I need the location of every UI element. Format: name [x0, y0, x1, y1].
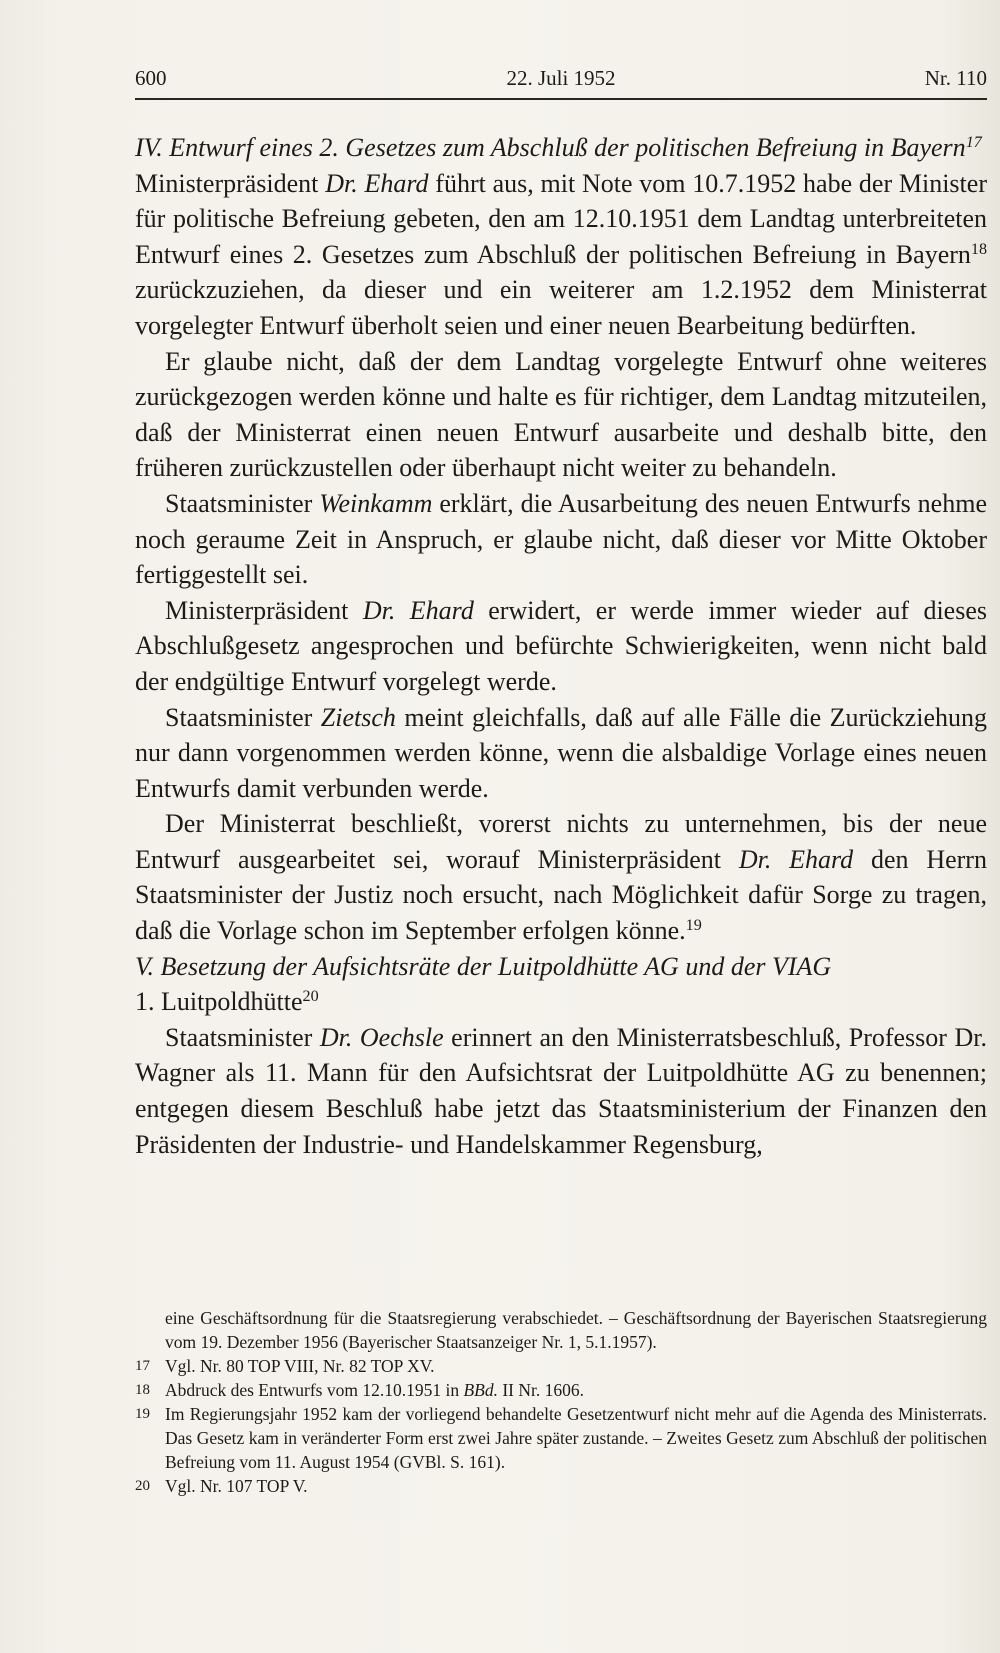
paragraph-resolution — [135, 806, 987, 948]
issue-number: Nr. 110 — [924, 66, 987, 90]
speaker-name: Weinkamm — [319, 488, 433, 518]
footnote-text: Abdruck des Entwurfs vom 12.10.1951 in — [165, 1380, 464, 1400]
paragraph-text: Ministerpräsident — [135, 168, 326, 198]
footnote-ref-19[interactable]: 19 — [685, 917, 702, 935]
footnote-ref-17[interactable]: 17 — [965, 134, 982, 152]
section-heading-iv-text: IV. Entwurf eines 2. Gesetzes zum Abschluß der politischen Befreiung in Bayern — [135, 133, 966, 162]
paragraph-text: Ministerpräsident — [165, 595, 363, 625]
subheading-text: 1. Luitpoldhütte — [135, 987, 303, 1017]
section-heading-v: V. Besetzung der Aufsichtsräte der Luitpoldhütte AG und der VIAG — [135, 951, 832, 981]
footnote-number: 19 — [135, 1406, 150, 1422]
paragraph-ehard-reply — [135, 593, 987, 700]
speaker-name: Dr. Ehard — [738, 844, 854, 874]
footnote-20 — [135, 1474, 987, 1498]
footnote-18 — [135, 1378, 987, 1402]
footnote-source-abbrev: BBd. — [463, 1380, 498, 1400]
paragraph-weinkamm — [135, 486, 987, 593]
paragraph-text: zurückzuziehen, da dieser und ein weiterer am 1.2.1952 dem Ministerrat vorgelegter Entwurf überholt seien und einer neuen Bearbeitung bedürften. — [135, 275, 987, 340]
paragraph-text: erwidert, er werde immer wieder auf dieses Abschlußgesetz angesprochen und befürchte Schwierigkeiten, wenn nicht bald der endgültige Entwurf vorgelegt werde. — [135, 595, 987, 696]
speaker-name: Dr. Ehard — [362, 595, 474, 625]
footnote-text: Im Regierungsjahr 1952 kam der vorliegend behandelte Gesetzentwurf nicht mehr auf die Agenda des Ministerrats. Das Gesetz kam in veränderter Form erst zwei Jahre später zustande. – Zweites Gesetz zum Abschluß der politischen Befreiung vom 11. August 1954 (GVBl. S. 161). — [165, 1404, 987, 1472]
paragraph-text: Staatsminister — [165, 702, 321, 732]
footnote-number: 18 — [135, 1382, 150, 1398]
footnote-ref-20[interactable]: 20 — [302, 988, 319, 1006]
subheading-luitpoldhuette — [135, 984, 987, 1020]
speaker-name: Dr. Oechsle — [319, 1022, 444, 1052]
paragraph-oechsle — [135, 1020, 987, 1162]
footnote-continued: eine Geschäftsordnung für die Staatsregierung verabschiedet. – Geschäftsordnung der Bayerischen Staatsregierung vom 19. Dezember 1956 (Bayerischer Staatsanzeiger Nr. 1, 5.1.1957). — [165, 1308, 987, 1352]
speaker-name: Dr. Ehard — [325, 168, 429, 198]
paragraph-text: erinnert an den Ministerratsbeschluß, Professor Dr. Wagner als 11. Mann für den Aufsichtsrat der Luitpoldhütte AG zu benennen; entgegen diesem Beschluß habe jetzt das Staatsministerium der Finanzen den Präsidenten der Industrie- und Handelskammer Regensburg, — [135, 1022, 987, 1159]
page-date: 22. Juli 1952 — [506, 66, 616, 90]
paragraph-ehard-note — [135, 166, 987, 344]
paragraph-zietsch — [135, 700, 987, 807]
main-text — [135, 130, 987, 1162]
footnote-text: Vgl. Nr. 80 TOP VIII, Nr. 82 TOP XV. — [165, 1356, 435, 1376]
footnote-number: 17 — [135, 1358, 150, 1374]
paragraph-text: meint gleichfalls, daß auf alle Fälle die Zurückziehung nur dann vorgenommen werden könne, wenn die alsbaldige Vorlage eines neuen Entwurfs damit verbunden werde. — [135, 702, 987, 803]
footnote-number: 20 — [135, 1478, 150, 1494]
paragraph-text: den Herrn Staatsminister der Justiz noch ersucht, nach Möglichkeit dafür Sorge zu tragen, daß die Vorlage schon im September erfolgen könne. — [135, 844, 987, 946]
footnote-17 — [135, 1354, 987, 1378]
header-rule — [135, 98, 987, 100]
paragraph-text: erklärt, die Ausarbeitung des neuen Entwurfs nehme noch geraume Zeit in Anspruch, er glaube nicht, daß dieser vor Mitte Oktober fertiggestellt sei. — [135, 488, 987, 590]
page-number: 600 — [135, 66, 167, 90]
footnotes — [135, 1306, 987, 1498]
paragraph-opinion: Er glaube nicht, daß der dem Landtag vorgelegte Entwurf ohne weiteres zurückgezogen werden könne und halte es für richtiger, dem Landtag mitzuteilen, daß der Ministerrat einen neuen Entwurf ausarbeite und deshalb bitte, den früheren zurückzustellen oder überhaupt nicht weiter zu behandeln. — [135, 346, 987, 483]
section-heading-iv — [135, 130, 987, 166]
paragraph-text: führt aus, mit Note vom 10.7.1952 habe der Minister für politische Befreiung gebeten, den am 12.10.1951 dem Landtag unterbreiteten Entwurf eines 2. Gesetzes zum Abschluß der politischen Befreiung in Bayern — [135, 168, 987, 269]
footnote-19 — [135, 1402, 987, 1474]
speaker-name: Zietsch — [320, 702, 396, 732]
footnote-text: Vgl. Nr. 107 TOP V. — [165, 1476, 308, 1496]
footnote-text: II Nr. 1606. — [497, 1380, 584, 1400]
paragraph-text: Staatsminister — [165, 488, 320, 518]
footnote-ref-18[interactable]: 18 — [970, 240, 987, 258]
paragraph-text: Staatsminister — [165, 1022, 320, 1052]
running-head — [135, 66, 987, 96]
paragraph-text: Der Ministerrat beschließt, vorerst nichts zu unternehmen, bis der neue Entwurf ausgearbeitet sei, worauf Ministerpräsident — [135, 809, 987, 874]
